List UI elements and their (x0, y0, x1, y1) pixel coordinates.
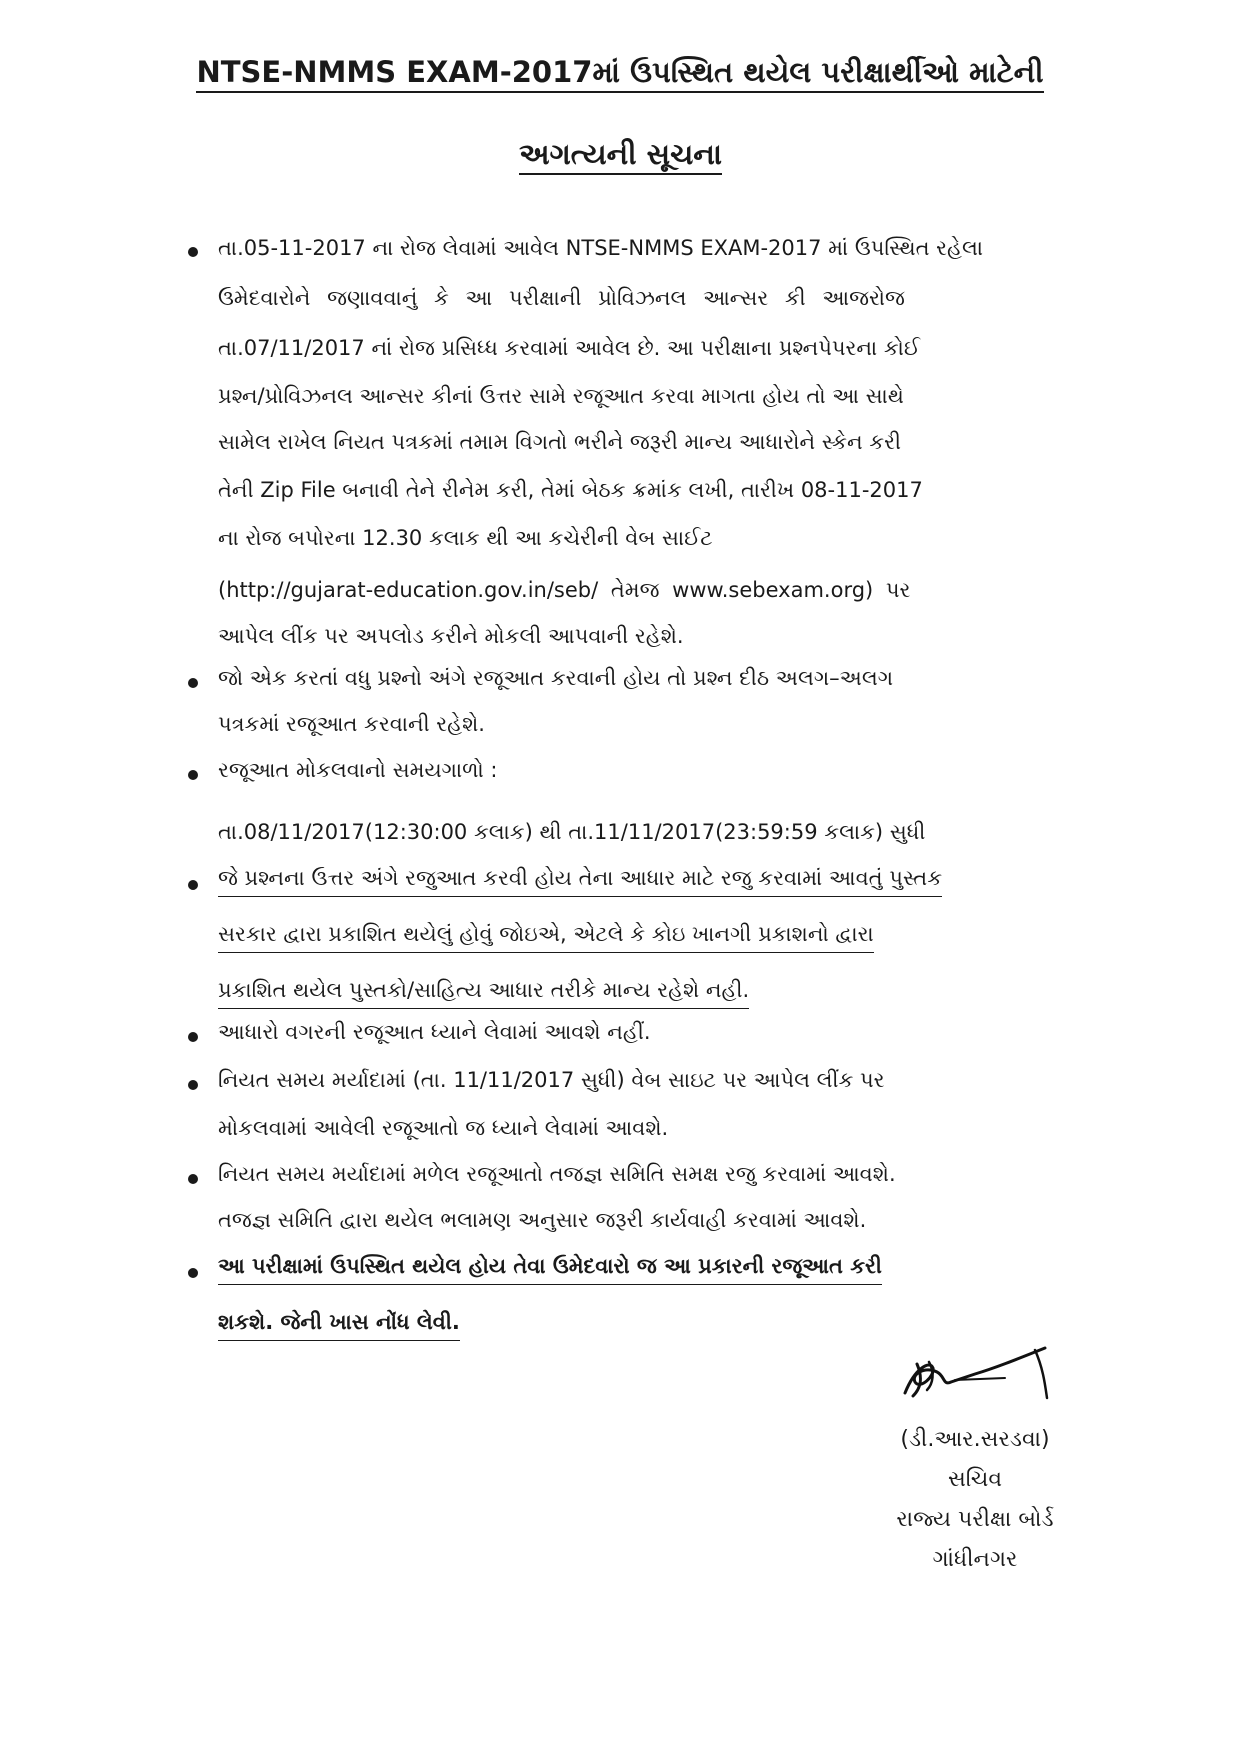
bullet-8-line-2-text: શકશે. જેની ખાસ નોંધ લેવી. (218, 1310, 460, 1341)
signatory-name: (ડી.આર.સરડવા) (900, 1427, 1050, 1452)
bullet-6-line-2: મોકલવામાં આવેલી રજૂઆતો જ ધ્યાને લેવામાં આવશે. (218, 1116, 669, 1140)
bullet-2-line-2: પત્રકમાં રજૂઆત કરવાની રહેશે. (218, 712, 485, 736)
bullet-8-line-2 (218, 1310, 460, 1335)
bullet-dot-8 (188, 1268, 198, 1278)
bullet-6-line-1: નિયત સમય મર્યાદામાં (તા. 11/11/2017 સુધી) વેબ સાઇટ પર આપેલ લીંક પર (218, 1068, 885, 1092)
bullet-4-line-3 (218, 978, 749, 1003)
bullet-7-line-2: તજજ્ઞ સમિતિ દ્વારા થયેલ ભલામણ અનુસાર જરૂરી કાર્યવાહી કરવામાં આવશે. (218, 1208, 867, 1232)
bullet-dot-4 (188, 880, 198, 890)
bullet-7-line-1: નિયત સમય મર્યાદામાં મળેલ રજૂઆતો તજજ્ઞ સમિતિ સમક્ષ રજુ કરવામાં આવશે. (218, 1162, 896, 1186)
bullet-dot-3 (188, 770, 198, 780)
bullet-4-line-2 (218, 922, 874, 947)
bullet-4-line-1 (218, 866, 942, 891)
bullet-3-line-2: તા.08/11/2017(12:30:00 કલાક) થી તા.11/11/2017(23:59:59 કલાક) સુધી (218, 820, 926, 844)
bullet-1-line-7: ના રોજ બપોરના 12.30 કલાક થી આ કચેરીની વેબ સાઈટ (218, 526, 713, 550)
bullet-1-line-9: આપેલ લીંક પર અપલોડ કરીને મોકલી આપવાની રહેશે. (218, 624, 684, 648)
bullet-4-line-3-text: પ્રકાશિત થયેલ પુસ્તકો/સાહિત્ય આધાર તરીકે માન્ય રહેશે નહી. (218, 978, 749, 1009)
bullet-5-line-1: આધારો વગરની રજૂઆત ધ્યાને લેવામાં આવશે નહીં. (218, 1020, 651, 1044)
bullet-2-line-1: જો એક કરતાં વધુ પ્રશ્નો અંગે રજૂઆત કરવાની હોય તો પ્રશ્ન દીઠ અલગ–અલગ (218, 666, 894, 690)
page-subtitle-text: અગત્યની સૂચના (519, 137, 722, 175)
bullet-3-line-1: રજૂઆત મોકલવાનો સમયગાળો : (218, 758, 498, 782)
bullet-dot-7 (188, 1174, 198, 1184)
signatory-city: ગાંધીનગર (932, 1547, 1018, 1572)
bullet-4-line-2-text: સરકાર દ્વારા પ્રકાશિત થયેલું હોવું જોઇએ, એટલે કે કોઇ ખાનગી પ્રકાશનો દ્વારા (218, 922, 874, 953)
bullet-dot-2 (188, 678, 198, 688)
page-title-text: NTSE-NMMS EXAM-2017માં ઉપસ્થિત થયેલ પરીક્ષાર્થીઓ માટેની (196, 55, 1043, 93)
page-subtitle (0, 132, 1241, 176)
handwritten-signature-icon (885, 1338, 1055, 1408)
bullet-dot-1 (188, 247, 198, 257)
signatory-office: રાજ્ય પરીક્ષા બોર્ડ (896, 1507, 1054, 1532)
bullet-dot-5 (188, 1032, 198, 1042)
bullet-1-line-3: તા.07/11/2017 નાં રોજ પ્રસિધ્ધ કરવામાં આવેલ છે. આ પરીક્ષાના પ્રશ્નપેપરના કોઈ (218, 336, 921, 360)
bullet-1-line-4: પ્રશ્ન/પ્રોવિઝનલ આન્સર કીનાં ઉત્તર સામે રજૂઆત કરવા માગતા હોય તો આ સાથે (218, 384, 904, 408)
bullet-8-line-1 (218, 1254, 882, 1279)
signature-image (885, 1338, 1055, 1408)
bullet-4-line-1-text: જે પ્રશ્નના ઉત્તર અંગે રજુઆત કરવી હોય તેના આધાર માટે રજુ કરવામાં આવતું પુસ્તક (218, 866, 942, 897)
bullet-1-line-6: તેની Zip File બનાવી તેને રીનેમ કરી, તેમાં બેઠક ક્રમાંક લખી, તારીખ 08-11-2017 (218, 478, 923, 502)
signatory-designation: સચિવ (947, 1467, 1003, 1492)
bullet-1-line-8: (http://gujarat-education.gov.in/seb/ તેમજ www.sebexam.org) પર (218, 578, 911, 602)
signatory-block (860, 1420, 1090, 1580)
bullet-8-line-1-text: આ પરીક્ષામાં ઉપસ્થિત થયેલ હોય તેવા ઉમેદવારો જ આ પ્રકારની રજૂઆત કરી (218, 1254, 882, 1285)
bullet-1-line-2: ઉમેદવારોને જણાવવાનું કે આ પરીક્ષાની પ્રોવિઝનલ આન્સર કી આજરોજ (218, 286, 905, 310)
page-title (195, 50, 1045, 94)
bullet-1-line-5: સામેલ રાખેલ નિયત પત્રકમાં તમામ વિગતો ભરીને જરૂરી માન્ય આધારોને સ્કેન કરી (218, 430, 901, 454)
bullet-1-line-1: તા.05-11-2017 ના રોજ લેવામાં આવેલ NTSE-NMMS EXAM-2017 માં ઉપસ્થિત રહેલા (218, 236, 983, 260)
bullet-dot-6 (188, 1080, 198, 1090)
